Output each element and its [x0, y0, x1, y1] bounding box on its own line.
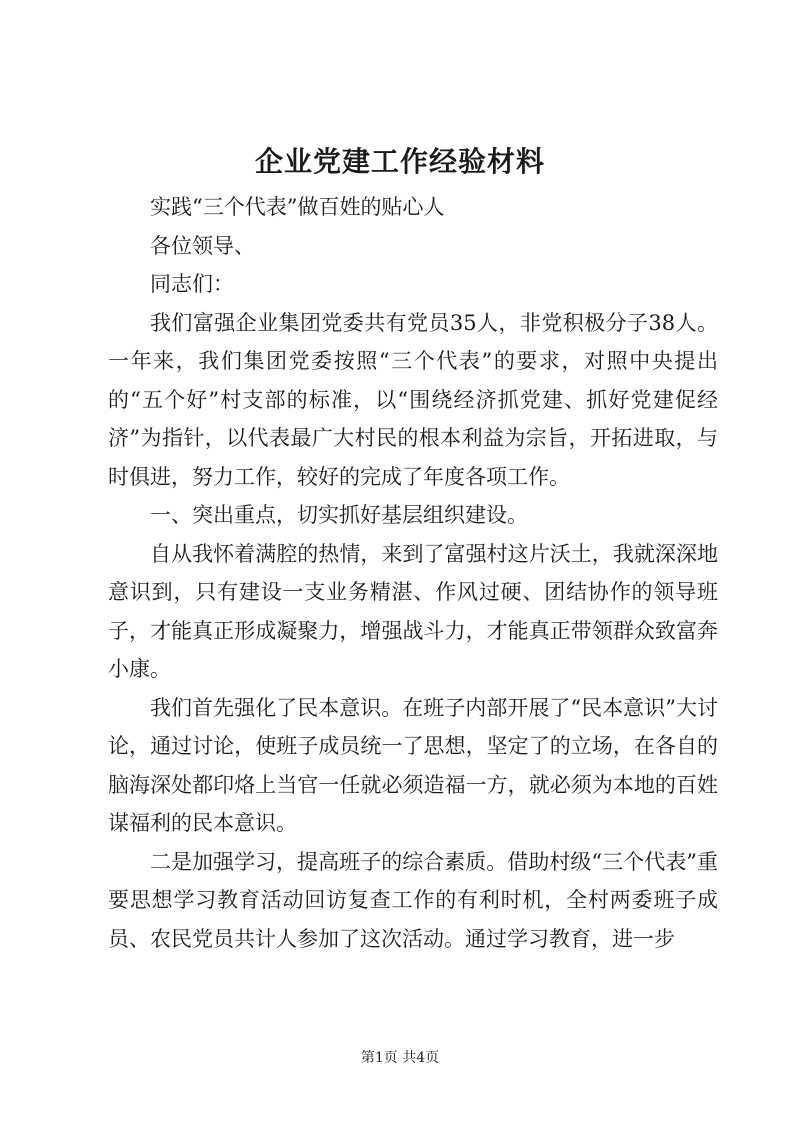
subtitle-paragraph: 实践“三个代表”做百姓的贴心人: [150, 195, 445, 219]
section-heading: 一、突出重点，切实抓好基层组织建设。: [150, 503, 528, 527]
page-number-footer: 第1页 共4页: [360, 1050, 440, 1066]
document-title: 企业党建工作经验材料: [254, 145, 545, 178]
body-paragraph: 二是加强学习，提高班子的综合素质。借助村级“三个代表”重要思想学习教育活动回访复查工作的有利时机，全村两委班子成员、农民党员共计人参加了这次活动。通过学习教育，进一步: [108, 849, 718, 951]
body-paragraph: 我们首先强化了民本意识。在班子内部开展了“民本意识”大讨论，通过讨论，使班子成员统一了思想，坚定了的立场，在各自的脑海深处都印烙上当官一任就必须造福一方，就必须为本地的百姓谋福利的民本意识。: [108, 695, 718, 835]
salutation-line-2: 同志们：: [150, 272, 234, 296]
document-body: [108, 188, 718, 958]
body-paragraph: 我们富强企业集团党委共有党员35人，非党积极分子38人。一年来，我们集团党委按照“三个代表”的要求，对照中央提出的“五个好”村支部的标准，以“围绕经济抓党建、抓好党建促经济”为指针，以代表最广大村民的根本利益为宗旨，开拓进取，与时俱进，努力工作，较好的完成了年度各项工作。: [108, 310, 718, 489]
body-paragraph: 自从我怀着满腔的热情，来到了富强村这片沃土，我就深深地意识到，只有建设一支业务精湛、作风过硬、团结协作的领导班子，才能真正形成凝聚力，增强战斗力，才能真正带领群众致富奔小康。: [108, 541, 718, 681]
salutation-line-1: 各位领导、: [150, 233, 255, 258]
